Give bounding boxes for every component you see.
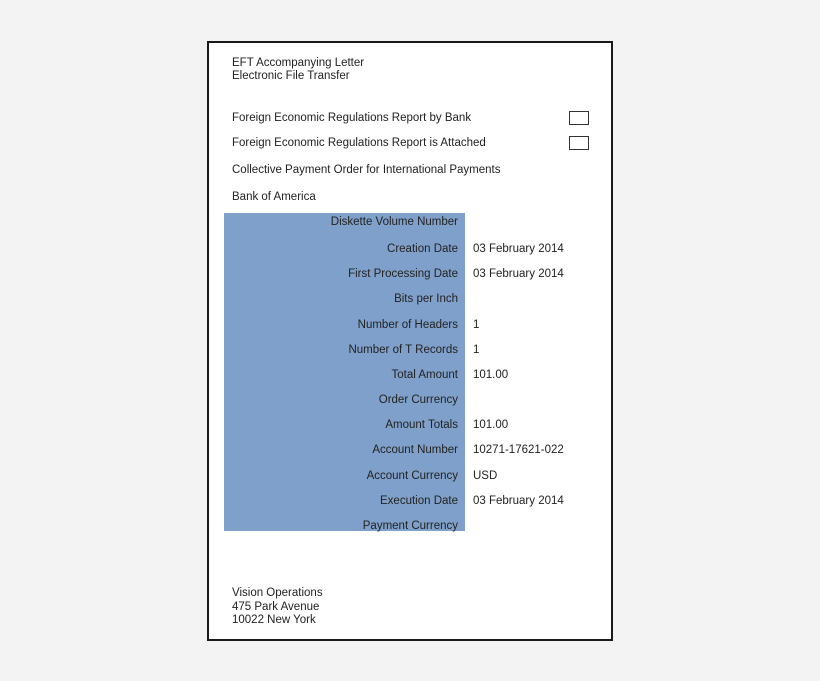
value-number-of-headers: 1 — [473, 319, 480, 331]
value-amount-totals: 101.00 — [473, 419, 509, 431]
value-first-processing-date: 03 February 2014 — [473, 268, 564, 280]
value-account-number: 10271-17621-022 — [473, 444, 564, 456]
value-total-amount: 101.00 — [473, 369, 509, 381]
label-creation-date: Creation Date — [387, 243, 458, 255]
address-line-3: 10022 New York — [232, 614, 316, 626]
value-number-of-t-records: 1 — [473, 344, 480, 356]
option-report-attached — [232, 137, 486, 149]
address-line-1: Vision Operations — [232, 587, 323, 599]
label-bits-per-inch: Bits per Inch — [394, 293, 458, 305]
label-execution-date: Execution Date — [380, 495, 458, 507]
label-order-currency: Order Currency — [378, 394, 458, 406]
option-label: Foreign Economic Regulations Report by Bank — [232, 112, 472, 124]
address-line-2: 475 Park Avenue — [232, 600, 320, 613]
label-total-amount: Total Amount — [391, 369, 458, 381]
label-amount-totals: Amount Totals — [385, 419, 458, 431]
label-account-currency: Account Currency — [366, 470, 458, 482]
value-account-currency: USD — [473, 470, 498, 482]
letter-title: EFT Accompanying Letter — [232, 57, 365, 69]
value-creation-date: 03 February 2014 — [473, 243, 564, 255]
value-execution-date: 03 February 2014 — [473, 495, 564, 507]
label-number-of-t-records: Number of T Records — [348, 344, 458, 356]
label-first-processing-date: First Processing Date — [348, 268, 458, 280]
checkbox-report-attached[interactable] — [569, 136, 589, 150]
order-type: Collective Payment Order for International Payments — [232, 164, 501, 176]
letter-header — [232, 57, 364, 83]
label-diskette-volume-number: Diskette Volume Number — [330, 216, 458, 228]
label-account-number: Account Number — [372, 444, 458, 456]
bank-name: Bank of America — [232, 191, 316, 203]
sender-address — [232, 587, 323, 628]
label-number-of-headers: Number of Headers — [357, 319, 458, 331]
label-payment-currency: Payment Currency — [362, 520, 458, 532]
checkbox-report-by-bank[interactable] — [569, 111, 589, 125]
letter-subtitle: Electronic File Transfer — [232, 70, 350, 82]
option-label: Foreign Economic Regulations Report is Attached — [232, 137, 486, 149]
option-report-by-bank — [232, 112, 471, 124]
eft-letter-page — [207, 41, 613, 641]
